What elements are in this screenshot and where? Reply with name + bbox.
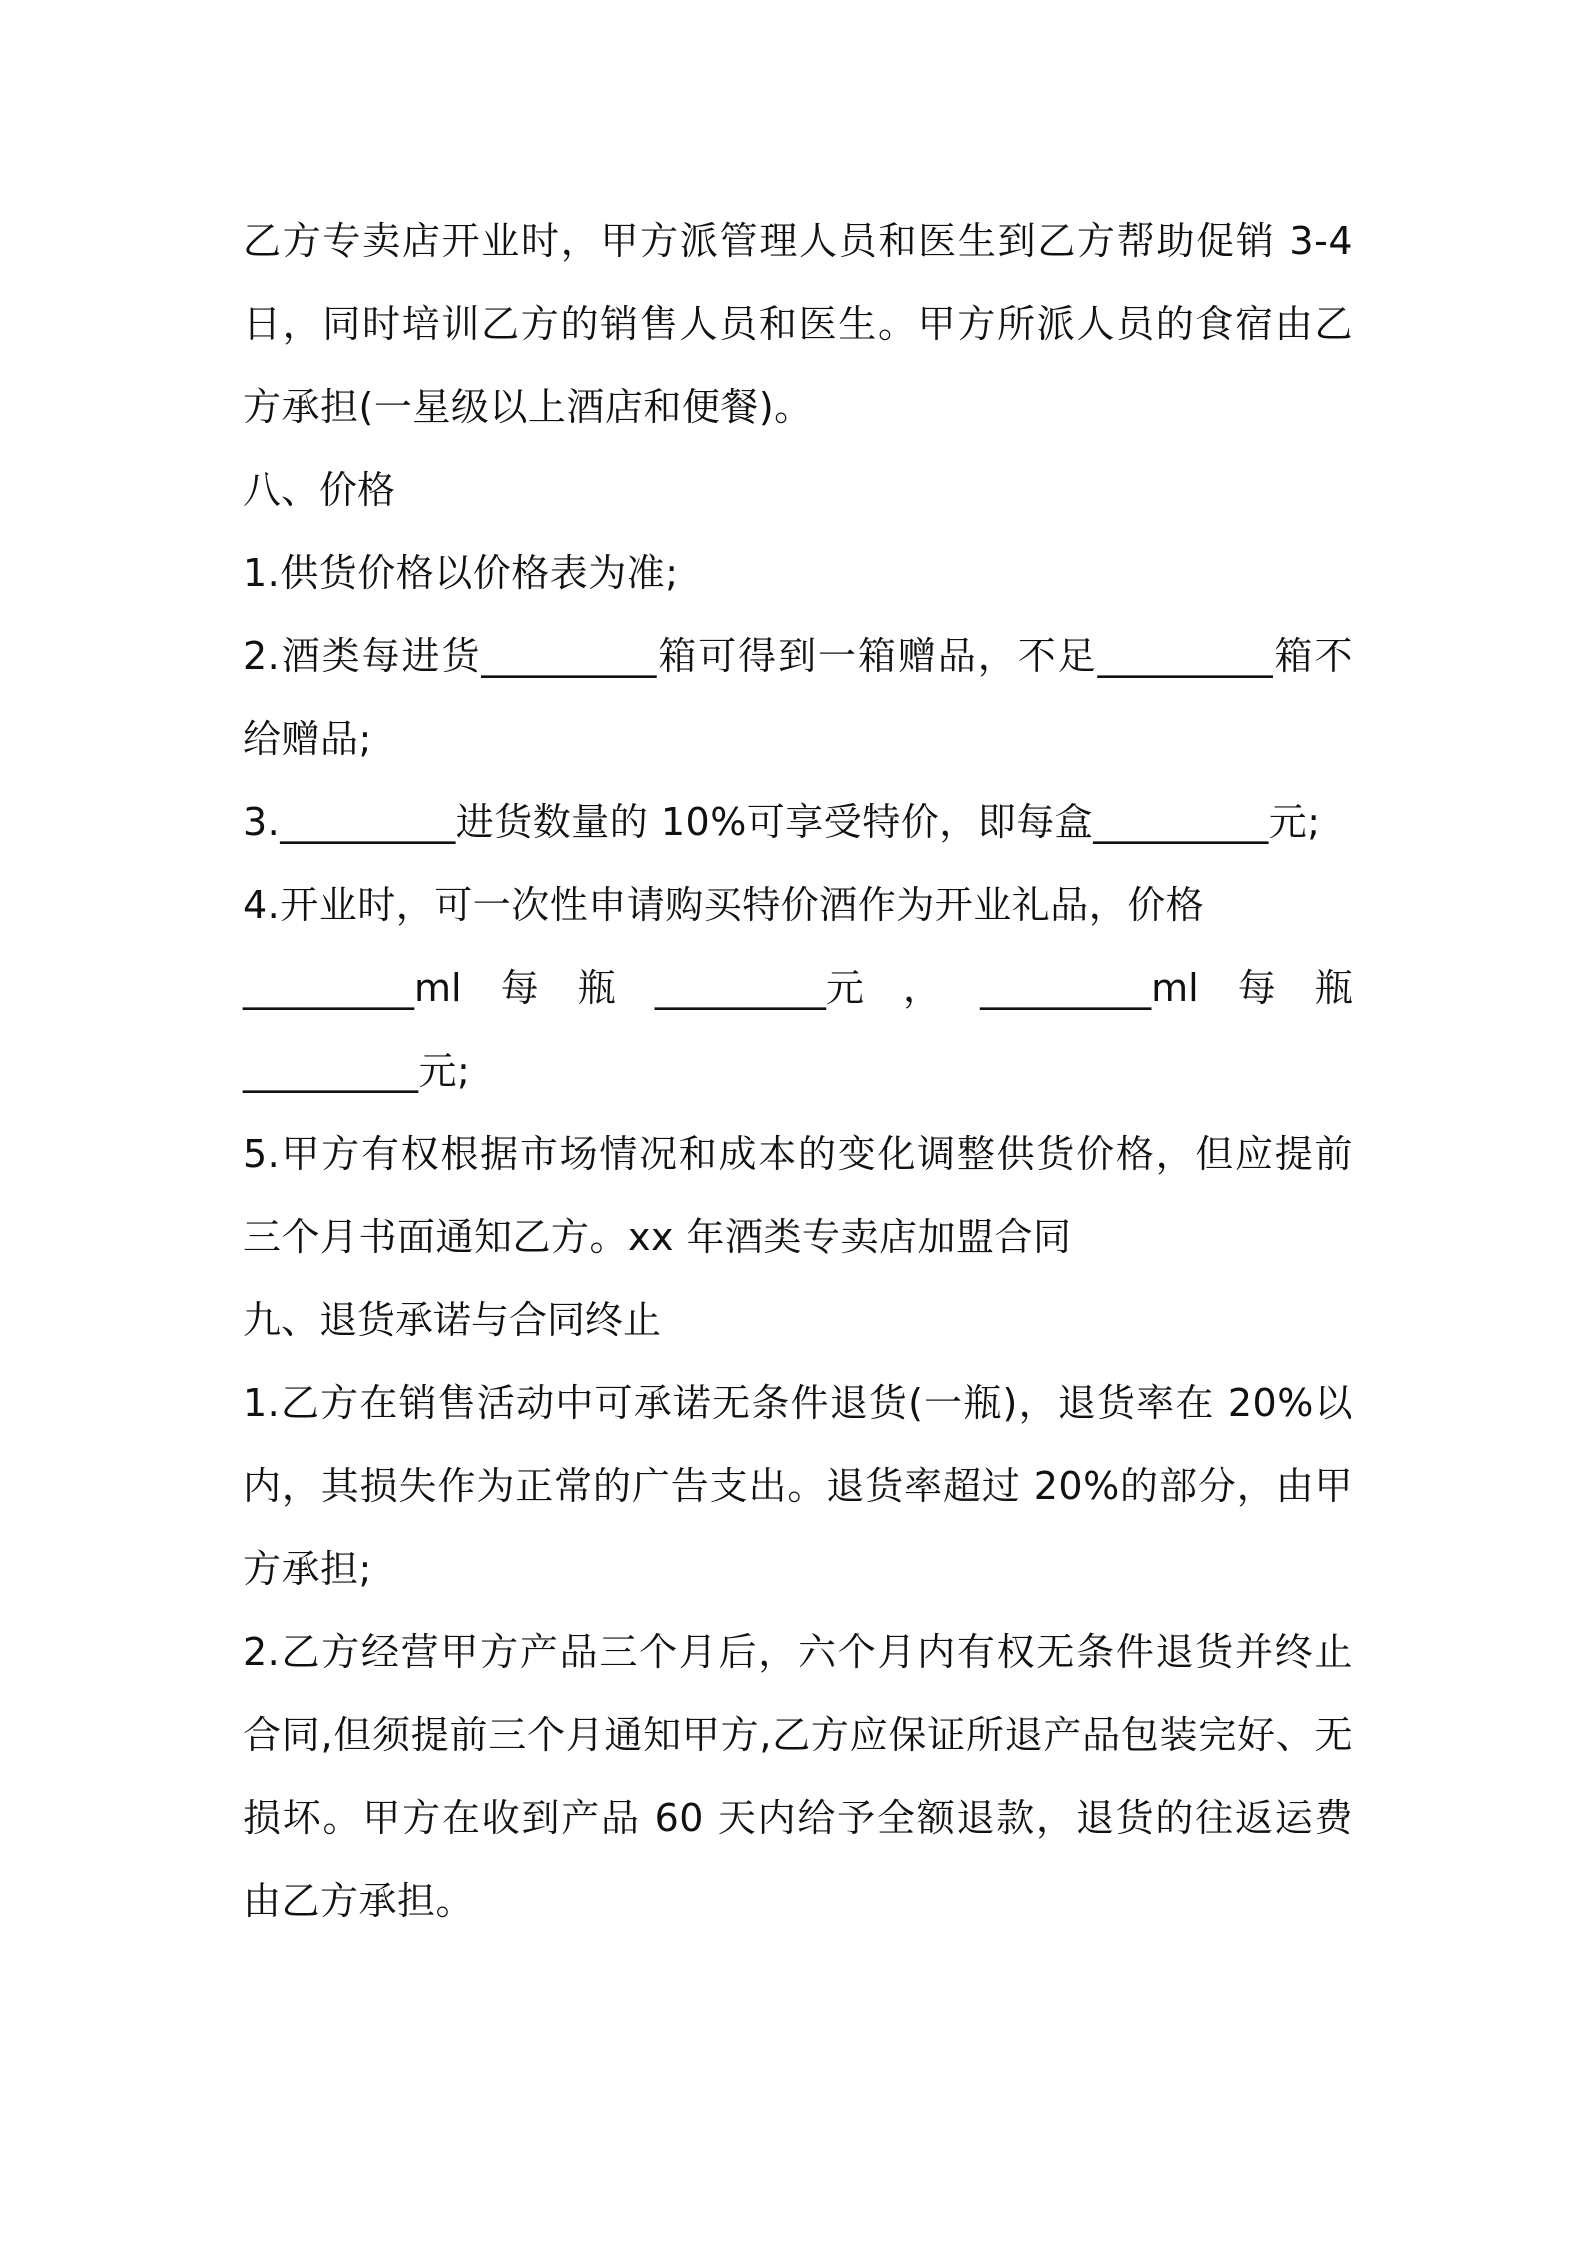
price-clause-4 — [243, 864, 1353, 1113]
price-clause-1: 1.供货价格以价格表为准; — [243, 551, 679, 595]
returns-clause-2: 2.乙方经营甲方产品三个月后，六个月内有权无条件退货并终止合同,但须提前三个月通知甲方,乙方应保证所退产品包装完好、无损坏。甲方在收到产品 60 天内给予全额退款，退货的往返运费由乙方承担。 — [243, 1630, 1353, 1923]
price-clause-4-line-2 — [243, 947, 1353, 1030]
document-page — [243, 200, 1366, 1943]
price-clause-2: 2.酒类每进货_________箱可得到一箱赠品，不足_________箱不给赠品; — [243, 634, 1353, 761]
returns-clause-1: 1.乙方在销售活动中可承诺无条件退货(一瓶)，退货率在 20%以内，其损失作为正常的广告支出。退货率超过 20%的部分，由甲方承担; — [243, 1381, 1353, 1591]
word-mei-2: 每 — [1237, 966, 1276, 1010]
price-clause-4-line-1: 4.开业时，可一次性申请购买特价酒作为开业礼品，价格 — [243, 883, 1205, 927]
comma: ， — [903, 966, 942, 1010]
price-clause-3: 3._________进货数量的 10%可享受特价，即每盒_________元; — [243, 800, 1321, 844]
word-ping-1: 瓶 — [577, 966, 616, 1010]
word-ping-2: 瓶 — [1314, 966, 1353, 1010]
blank-yuan-1: _________元 — [654, 966, 864, 1010]
blank-ml-1: _________ml — [243, 966, 462, 1010]
paragraph-opening-promotion: 乙方专卖店开业时，甲方派管理人员和医生到乙方帮助促销 3-4 日，同时培训乙方的销售人员和医生。甲方所派人员的食宿由乙方承担(一星级以上酒店和便餐)。 — [243, 219, 1366, 429]
blank-ml-2: _________ml — [980, 966, 1199, 1010]
section-heading-price: 八、价格 — [243, 468, 396, 512]
section-heading-returns: 九、退货承诺与合同终止 — [243, 1298, 662, 1342]
price-clause-5: 5.甲方有权根据市场情况和成本的变化调整供货价格，但应提前三个月书面通知乙方。xx 年酒类专卖店加盟合同 — [243, 1132, 1353, 1259]
price-clause-4-line-3: _________元; — [243, 1049, 471, 1093]
word-mei-1: 每 — [500, 966, 539, 1010]
